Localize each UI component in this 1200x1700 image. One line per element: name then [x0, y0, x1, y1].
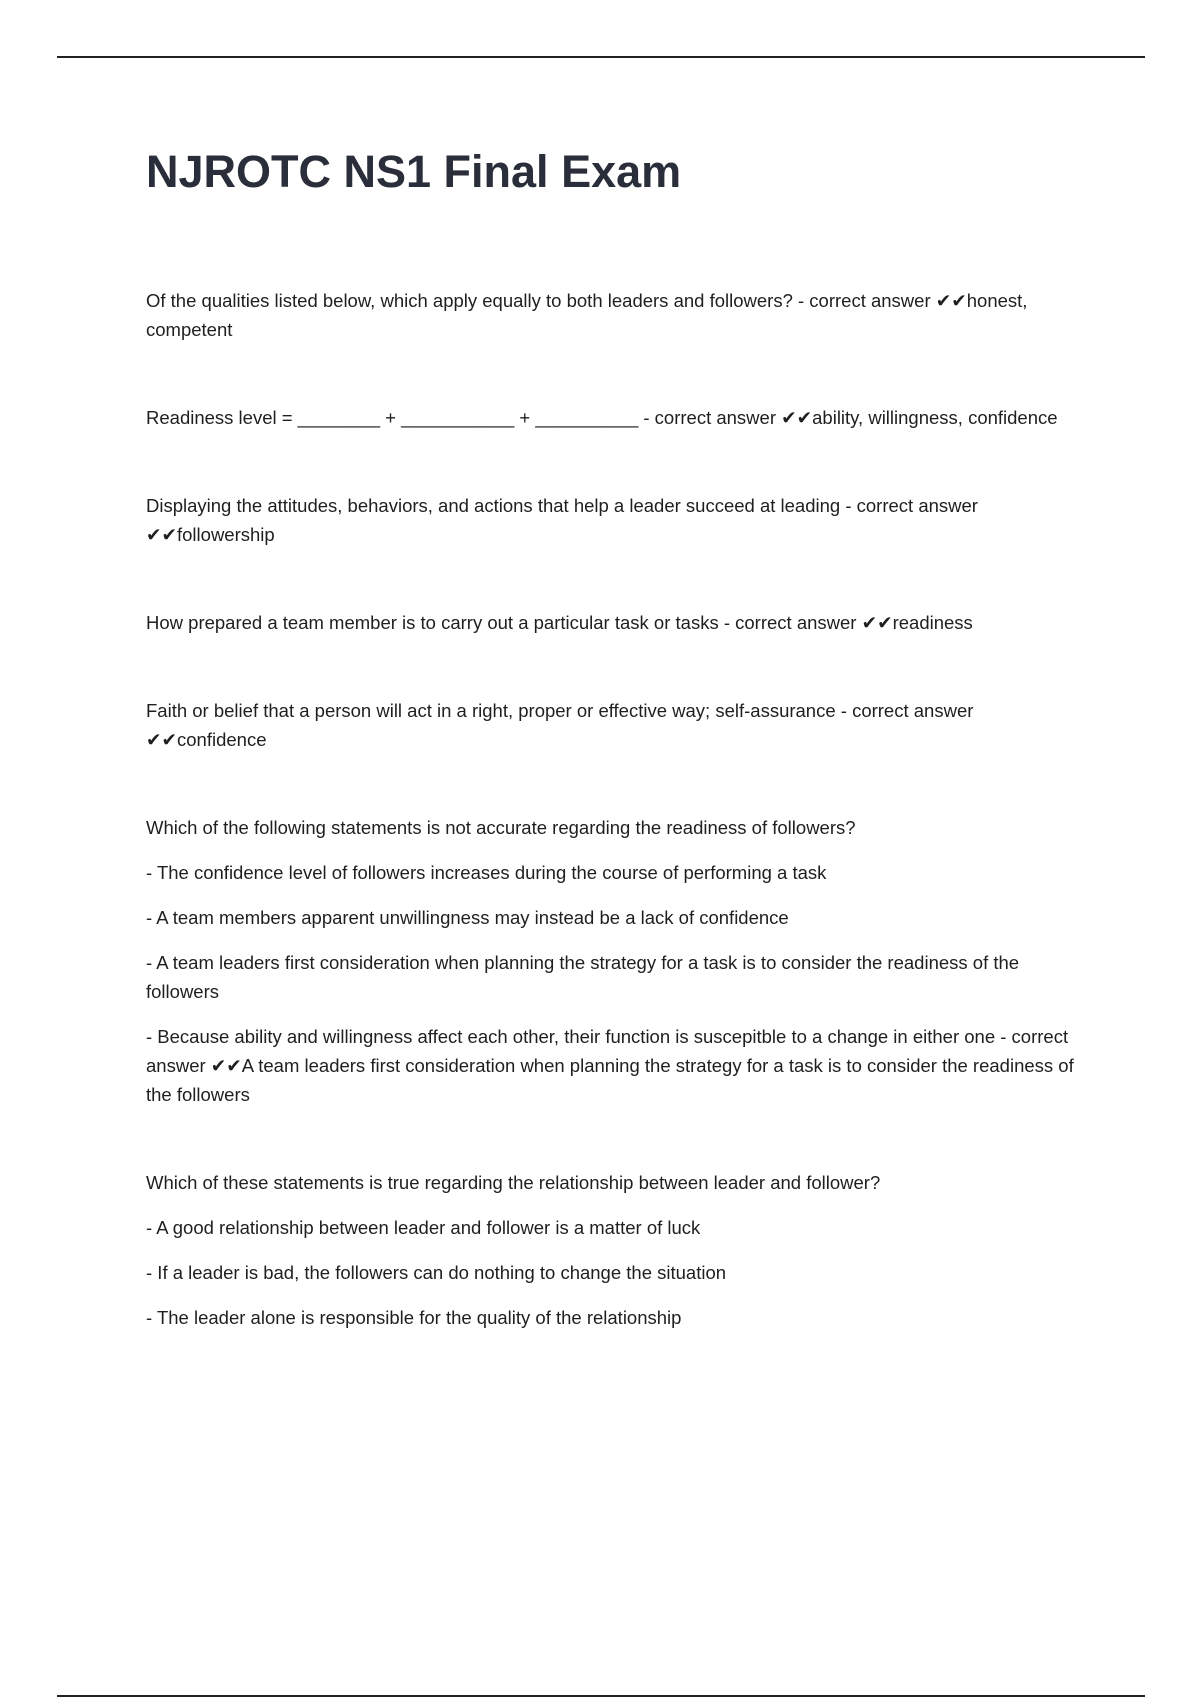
- qa-item-2: [146, 403, 1086, 432]
- qa-item-1: [146, 286, 1086, 344]
- option-item: - Because ability and willingness affect each other, their function is suscepitble to a change in either one - correct answer ✔✔A team leaders first consideration when planning the strategy for a task is to consider the readiness of the followers: [146, 1026, 1074, 1105]
- option-item: - The confidence level of followers increases during the course of performing a task: [146, 862, 827, 883]
- question-text: Which of the following statements is not accurate regarding the readiness of followers?: [146, 817, 856, 838]
- option-item: - A good relationship between leader and follower is a matter of luck: [146, 1217, 701, 1238]
- qa-item-7: [146, 1168, 1086, 1332]
- option-item: - The leader alone is responsible for the quality of the relationship: [146, 1307, 682, 1328]
- qa-text: How prepared a team member is to carry out a particular task or tasks - correct answer ✔✔readiness: [146, 612, 973, 633]
- qa-list: [146, 286, 1086, 1332]
- option-item: - If a leader is bad, the followers can do nothing to change the situation: [146, 1262, 727, 1283]
- option-item: - A team members apparent unwillingness may instead be a lack of confidence: [146, 907, 789, 928]
- qa-item-3: [146, 491, 1086, 549]
- document-page: [146, 140, 1086, 1391]
- option-item: - A team leaders first consideration when planning the strategy for a task is to consider the readiness of the followers: [146, 952, 1020, 1002]
- qa-item-4: [146, 608, 1086, 637]
- qa-text: Of the qualities listed below, which apply equally to both leaders and followers? - correct answer ✔✔honest, competent: [146, 290, 1028, 340]
- qa-text: Faith or belief that a person will act in a right, proper or effective way; self-assurance - correct answer ✔✔confidence: [146, 700, 974, 750]
- question-text: Which of these statements is true regarding the relationship between leader and follower?: [146, 1172, 881, 1193]
- qa-item-6: [146, 813, 1086, 1109]
- qa-item-5: [146, 696, 1086, 754]
- qa-text: Displaying the attitudes, behaviors, and actions that help a leader succeed at leading - correct answer ✔✔followership: [146, 495, 978, 545]
- top-rule: [57, 56, 1145, 58]
- qa-text: Readiness level = ________ + ___________ + __________ - correct answer ✔✔ability, willingness, confidence: [146, 407, 1058, 428]
- bottom-rule: [57, 1695, 1145, 1697]
- document-title: NJROTC NS1 Final Exam: [146, 146, 682, 197]
